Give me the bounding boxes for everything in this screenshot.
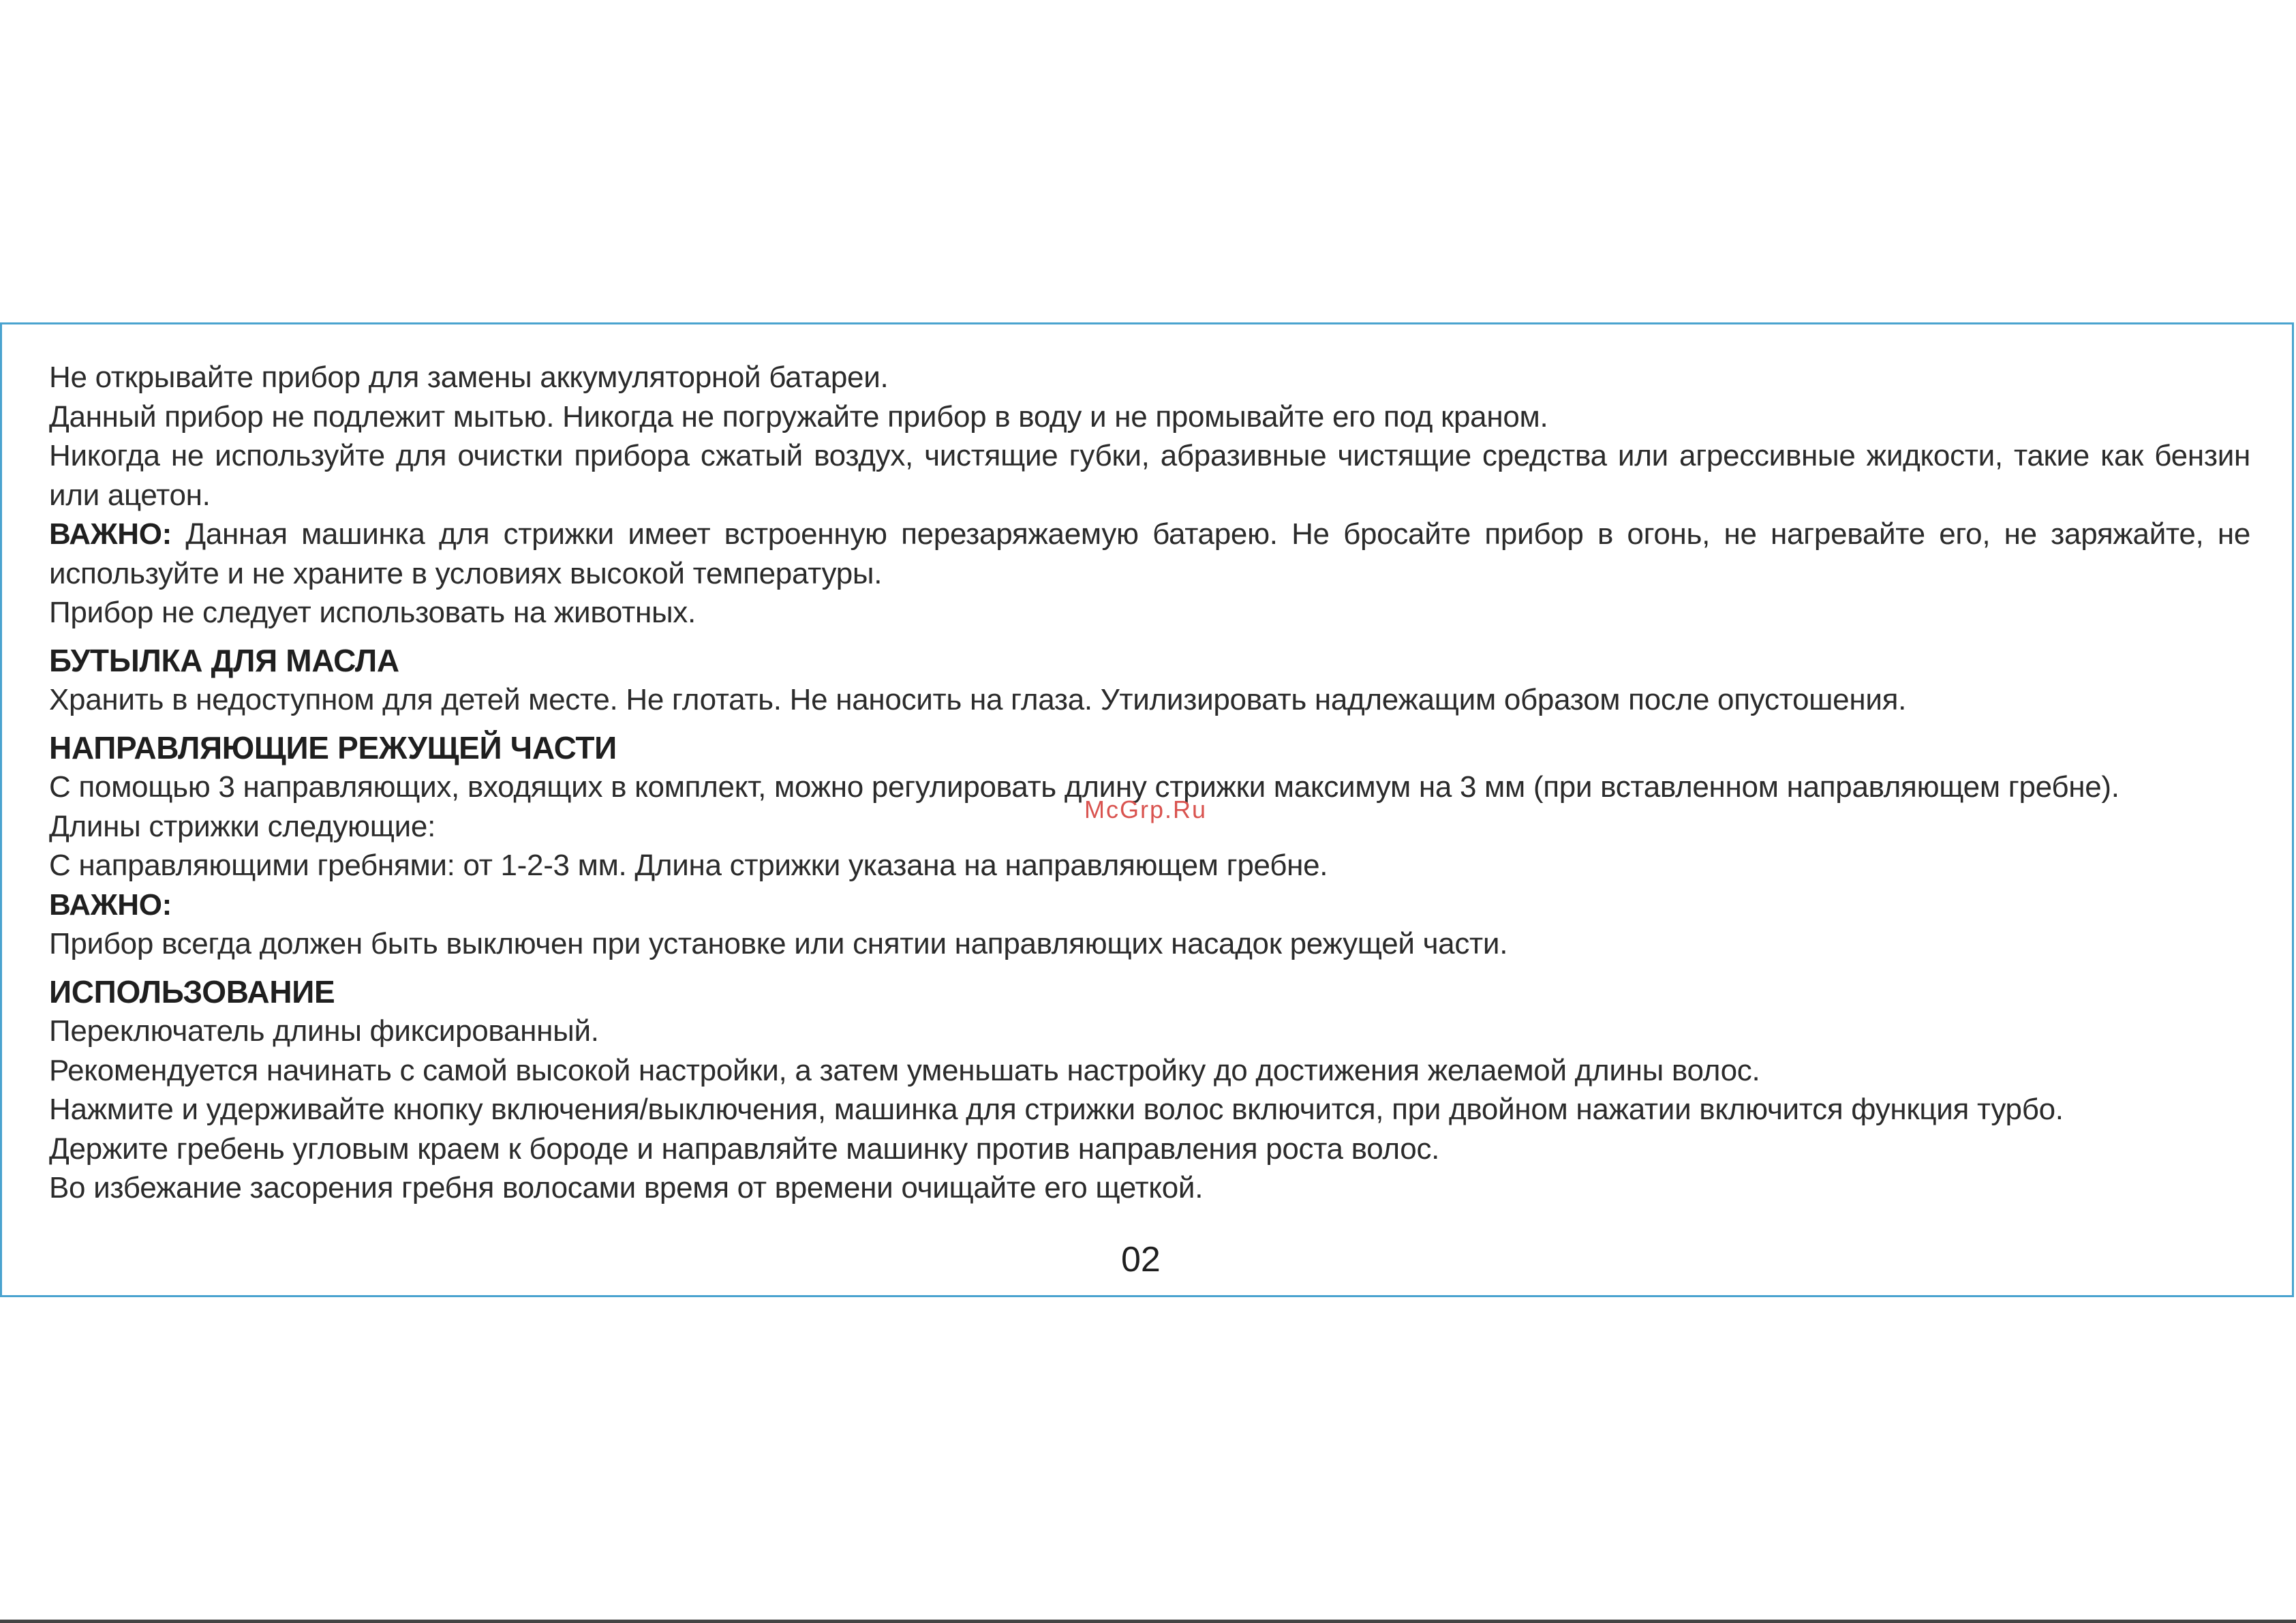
guides-important-label: ВАЖНО: <box>49 888 172 922</box>
intro-paragraph-5: Прибор не следует использовать на животных. <box>49 596 696 629</box>
guides-paragraph-2: Длины стрижки следующие: <box>49 809 436 843</box>
important-label: ВАЖНО: <box>49 517 172 551</box>
cutting-guides-heading: НАПРАВЛЯЮЩИЕ РЕЖУЩЕЙ ЧАСТИ <box>49 729 617 765</box>
intro-important-paragraph <box>49 515 2250 593</box>
page-number: 02 <box>1121 1240 1161 1279</box>
document-body <box>49 358 2250 1208</box>
oil-bottle-heading: БУТЫЛКА ДЛЯ МАСЛА <box>49 642 399 678</box>
usage-paragraph-3: Нажмите и удерживайте кнопку включения/выключения, машинка для стрижки волос включится, при двойном нажатии включится функция турбо. <box>49 1093 2064 1126</box>
guides-paragraph-4: Прибор всегда должен быть выключен при установке или снятии направляющих насадок режущей части. <box>49 927 1508 960</box>
watermark: McGrp.Ru <box>1084 795 1208 823</box>
intro-paragraph-2: Данный прибор не подлежит мытью. Никогда не погружайте прибор в воду и не промывайте его под краном. <box>49 399 1548 434</box>
guides-paragraph-3: С направляющими гребнями: от 1-2-3 мм. Длина стрижки указана на направляющем гребне. <box>49 849 1328 882</box>
usage-heading: ИСПОЛЬЗОВАНИЕ <box>49 973 335 1010</box>
usage-paragraph-2: Рекомендуется начинать с самой высокой настройки, а затем уменьшать настройку до достижения желаемой длины волос. <box>49 1053 1760 1087</box>
intro-paragraph-1: Не открывайте прибор для замены аккумуляторной батареи. <box>49 361 889 394</box>
usage-paragraph-1: Переключатель длины фиксированный. <box>49 1014 599 1048</box>
oil-bottle-paragraph: Хранить в недоступном для детей месте. Не глотать. Не наносить на глаза. Утилизировать надлежащим образом после опустошения. <box>49 683 1907 716</box>
intro-paragraph-3: Никогда не используйте для очистки прибора сжатый воздух, чистящие губки, абразивные чистящие средства или агрессивные жидкости, такие как бензин или ацетон. <box>49 439 2250 512</box>
important-text: Данная машинка для стрижки имеет встроенную перезаряжаемую батарею. Не бросайте прибор в огонь, не нагревайте его, не заряжайте, не используйте и не храните в условиях высокой температуры. <box>49 517 2250 590</box>
bottom-divider <box>0 1620 2296 1623</box>
guides-paragraph-1: С помощью 3 направляющих, входящих в комплект, можно регулировать длину стрижки максимум на 3 мм (при вставленном направляющем гребне). <box>49 770 2119 804</box>
usage-paragraph-4: Держите гребень угловым краем к бороде и направляйте машинку против направления роста волос. <box>49 1132 1440 1166</box>
usage-paragraph-5: Во избежание засорения гребня волосами время от времени очищайте его щеткой. <box>49 1171 1204 1204</box>
